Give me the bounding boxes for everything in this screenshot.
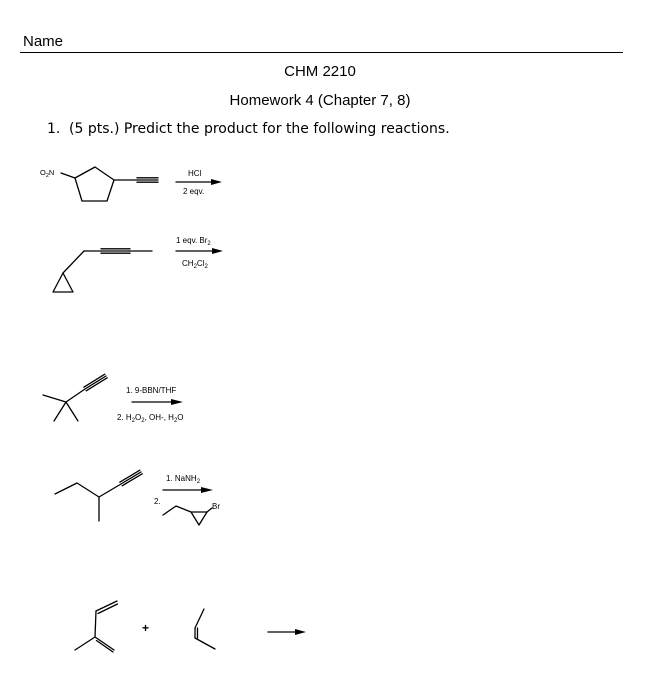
reagent-bromine: 1 eqv. $Br_2$ [176, 236, 211, 247]
methyl-bond-3 [66, 402, 78, 421]
ethyl-chain [163, 506, 191, 515]
reagent-equivalents: 2 eqv. [183, 187, 205, 196]
step-2-oxidation: 2. $H_2O_2$, OH-, $H_2O$ [117, 413, 184, 424]
nitro-label: $O_2N$ [40, 168, 55, 179]
step-1-sodium-amide: 1. NaNH$_2$ [166, 474, 201, 485]
triple-bond [84, 374, 107, 391]
methyl-bond-1 [43, 395, 66, 402]
step-2-number: 2. [154, 497, 161, 506]
question-text: (5 pts.) Predict the product for the following reactions. [69, 121, 450, 137]
reagent-solvent: $CH_2Cl_2$ [182, 259, 208, 270]
cyclopropane-ring [191, 512, 207, 525]
plus-sign: + [142, 621, 150, 635]
arrowhead [212, 248, 223, 254]
arrowhead [171, 399, 183, 405]
reaction-5 [75, 601, 306, 652]
arrowhead [295, 629, 306, 635]
cyclopropane-ring [53, 273, 73, 292]
alkyl-bond [63, 251, 84, 273]
reaction-2 [53, 236, 223, 292]
reagent-hcl: HCl [188, 169, 202, 178]
reaction-1 [40, 167, 222, 201]
carbon-chain [55, 483, 121, 497]
reaction-4 [55, 470, 220, 525]
name-label: Name [23, 33, 64, 50]
arrowhead [211, 179, 222, 185]
question-number: 1. [47, 121, 61, 137]
step-1-hydroboration: 1. 9-BBN/THF [126, 386, 177, 395]
course-code: CHM 2210 [284, 63, 356, 80]
triple-bond [101, 249, 130, 253]
reaction-3 [43, 374, 184, 424]
triple-bond [120, 470, 142, 486]
arrowhead [201, 487, 213, 493]
methyl-bond-2 [54, 402, 66, 421]
diene-structure [75, 601, 118, 652]
cis-2-butene-structure [195, 609, 215, 649]
alkyne-link [66, 389, 85, 402]
triple-bond [137, 178, 158, 182]
homework-title: Homework 4 (Chapter 7, 8) [229, 92, 411, 109]
bromine-label: Br [212, 502, 220, 511]
cyclopentane-ring [61, 167, 114, 201]
